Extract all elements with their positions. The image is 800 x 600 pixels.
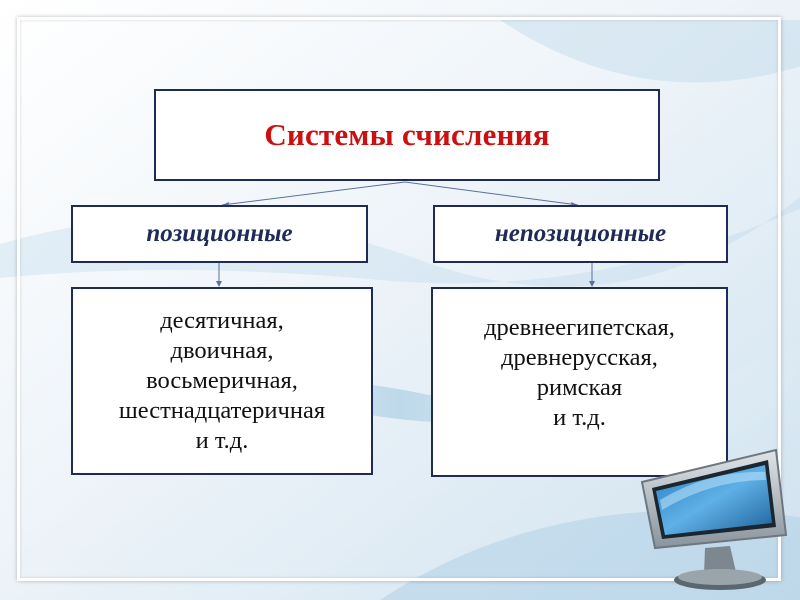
list-item: римская	[536, 374, 623, 401]
category-label-positional: позиционные	[146, 220, 293, 247]
list-item: двоичная,	[170, 337, 274, 364]
title-box	[154, 89, 660, 181]
category-box-nonpositional	[433, 205, 728, 263]
list-item: древнерусская,	[501, 344, 658, 371]
list-box-positional	[71, 287, 373, 475]
list-item: и т.д.	[195, 427, 249, 454]
diagram-title: Системы счисления	[264, 117, 550, 152]
list-item: восьмеричная,	[146, 367, 298, 394]
list-item: шестнадцатеричная	[118, 397, 326, 424]
category-box-positional	[71, 205, 368, 263]
list-item: древнеегипетская,	[484, 314, 675, 341]
list-item: десятичная,	[160, 307, 284, 334]
category-label-nonpositional: непозиционные	[494, 220, 667, 247]
list-item: и т.д.	[553, 404, 606, 431]
list-box-nonpositional	[431, 287, 728, 477]
